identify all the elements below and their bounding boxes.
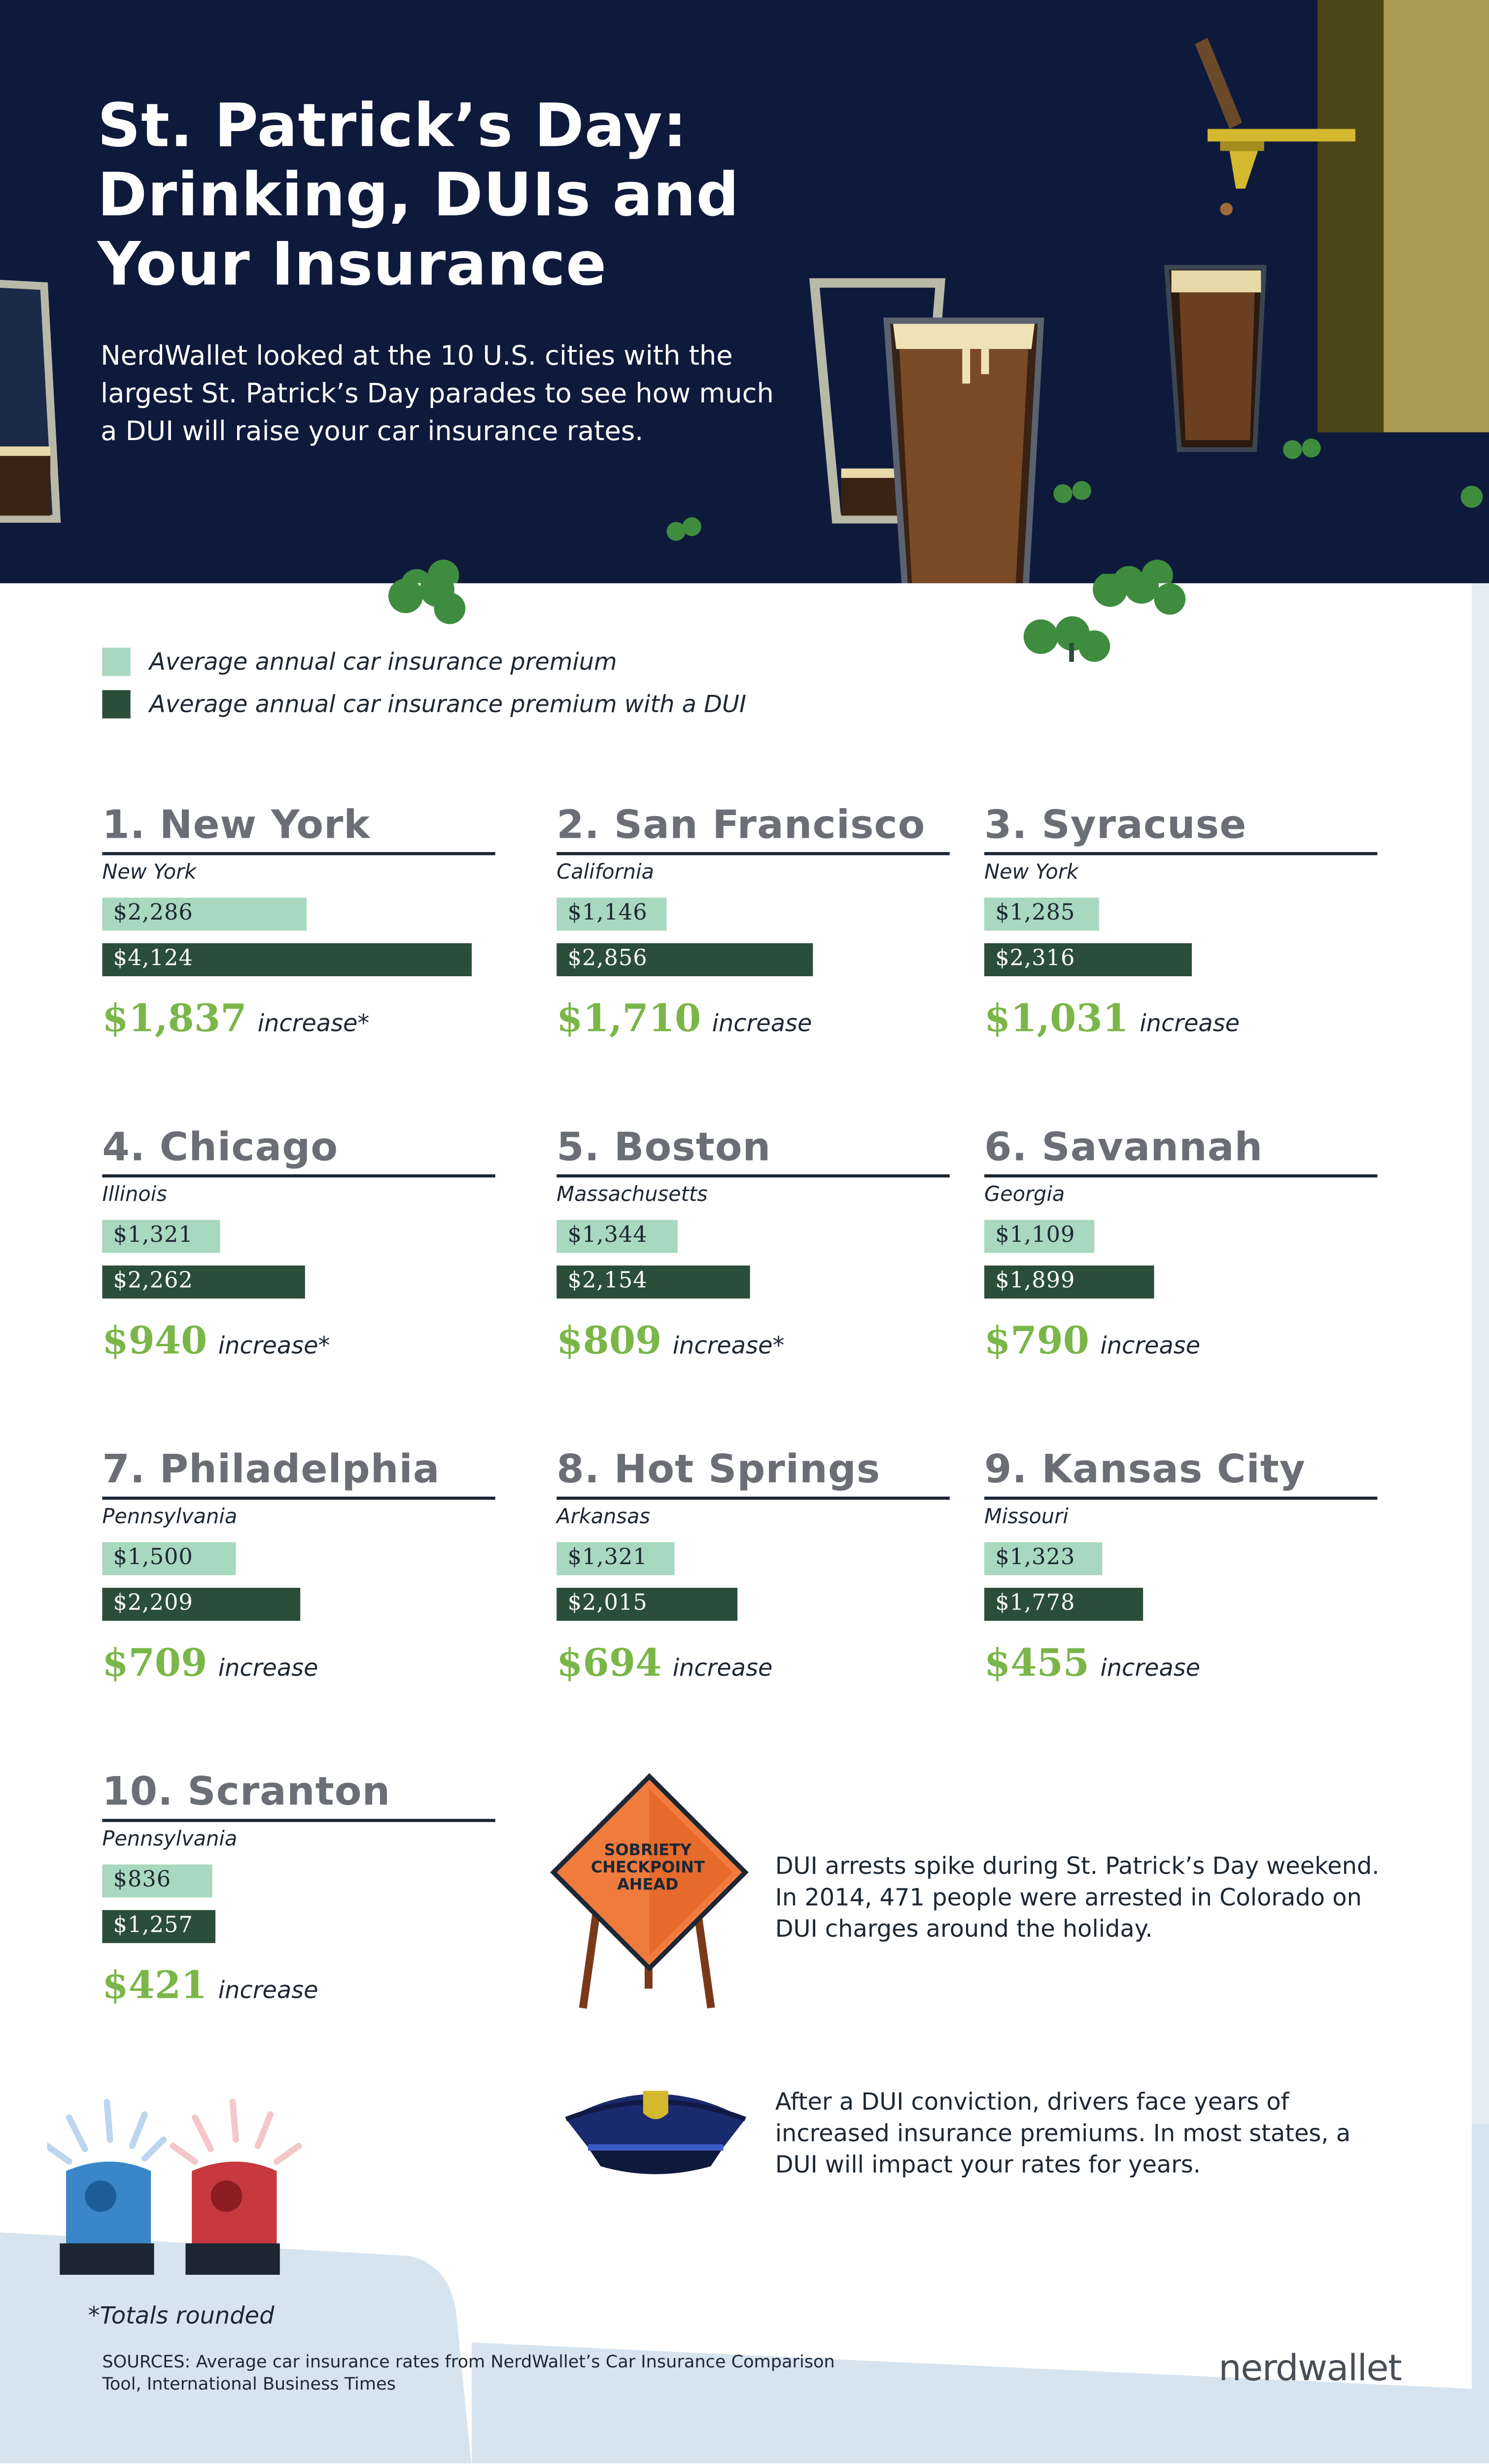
legend-swatch-premium (102, 647, 130, 675)
bar-premium-dui (556, 943, 812, 976)
right-edge-strip (1472, 583, 1489, 2124)
bar-premium (556, 898, 666, 931)
bar-premium-dui-label: $1,778 (995, 1591, 1075, 1616)
increase-row (556, 1317, 950, 1363)
legend (102, 640, 746, 724)
bar-premium (984, 1220, 1094, 1253)
bar-premium (984, 898, 1100, 931)
bar-premium-label: $1,321 (113, 1223, 193, 1248)
city-title: 2. San Francisco (556, 801, 926, 848)
increase-value: $694 (556, 1640, 662, 1685)
bar-premium-dui (102, 1588, 300, 1621)
bar-premium (984, 1542, 1103, 1575)
city-block (556, 1446, 950, 1713)
increase-row (556, 1640, 950, 1685)
bar-premium-dui (984, 943, 1192, 976)
page-title: St. Patrick’s Day: Drinking, DUIs and Your Insurance (97, 91, 740, 299)
bar-premium-label: $1,344 (567, 1223, 648, 1248)
city-divider (984, 1497, 1378, 1500)
bar-premium-dui (102, 943, 472, 976)
city-block (102, 1769, 495, 2036)
bar-premium-dui (556, 1588, 737, 1621)
city-title: 6. Savannah (984, 1124, 1263, 1170)
increase-word: increase* (257, 1009, 370, 1038)
bar-premium (556, 1220, 677, 1253)
bar-premium-dui (984, 1266, 1154, 1299)
bar-premium-dui-label: $1,257 (113, 1913, 193, 1939)
increase-word: increase* (672, 1331, 785, 1360)
city-state: Pennsylvania (102, 1828, 238, 1852)
bar-premium-label: $2,286 (113, 900, 193, 926)
city-block (556, 1124, 950, 1391)
big-beer-glass-icon (887, 321, 1050, 583)
bar-premium (102, 898, 307, 931)
fact-dui-arrests: DUI arrests spike during St. Patrick’s Day weekend. In 2014, 471 people were arrested in Colorado on DUI charges around the holiday. (775, 1851, 1380, 1943)
left-glass-icon (0, 283, 57, 519)
city-block (984, 802, 1378, 1069)
city-title: 10. Scranton (102, 1768, 391, 1814)
city-divider (984, 852, 1378, 855)
legend-label: Average annual car insurance premium (149, 647, 617, 676)
bar-premium-dui-label: $2,209 (113, 1591, 193, 1616)
city-state: New York (984, 861, 1078, 886)
bar-premium-label: $1,285 (995, 900, 1075, 926)
increase-value: $455 (984, 1640, 1090, 1685)
increase-word: increase (218, 1976, 318, 2005)
intro-text: NerdWallet looked at the 10 U.S. cities with the largest St. Patrick’s Day parades to see how much a DUI will raise your car insurance rates. (101, 341, 774, 448)
increase-word: increase (712, 1009, 812, 1038)
city-block (556, 802, 950, 1069)
bar-premium-label: $1,146 (567, 900, 648, 926)
city-state: New York (102, 861, 197, 886)
fact-dui-conviction: After a DUI conviction, drivers face years of increased insurance premiums. In most states, a DUI will impact your rates for years. (775, 2088, 1351, 2179)
city-block (984, 1124, 1378, 1391)
increase-row (984, 995, 1378, 1041)
city-divider (556, 1174, 950, 1177)
legend-swatch-premium-dui (102, 689, 130, 718)
legend-label: Average annual car insurance premium with a DUI (149, 689, 747, 718)
increase-word: increase (1140, 1009, 1240, 1038)
increase-value: $421 (102, 1962, 208, 2008)
increase-row (984, 1317, 1378, 1363)
bar-premium-dui (102, 1266, 305, 1299)
bar-premium-dui-label: $2,856 (567, 946, 648, 972)
increase-word: increase* (218, 1331, 330, 1360)
bar-premium-label: $836 (113, 1867, 172, 1893)
siren-lights-icon (47, 2099, 314, 2288)
city-state: Pennsylvania (102, 1506, 238, 1530)
city-divider (102, 1497, 495, 1500)
bar-premium-dui (102, 1910, 214, 1943)
bar-premium-label: $1,323 (995, 1545, 1075, 1571)
city-block (102, 802, 495, 1069)
footnote: *Totals rounded (88, 2301, 275, 2330)
city-state: Missouri (984, 1506, 1069, 1530)
city-title: 5. Boston (556, 1124, 771, 1170)
increase-value: $709 (102, 1640, 208, 1685)
increase-row (102, 1317, 495, 1363)
legend-item-premium-dui (102, 682, 746, 724)
increase-word: increase (672, 1653, 773, 1682)
header-banner (0, 0, 1489, 583)
city-divider (102, 1819, 495, 1822)
increase-row (102, 1640, 495, 1685)
city-state: Arkansas (556, 1506, 651, 1530)
bar-premium-dui-label: $2,154 (567, 1268, 648, 1294)
increase-word: increase (1100, 1331, 1201, 1360)
small-beer-glass-icon (1167, 267, 1264, 449)
bar-premium-dui-label: $4,124 (113, 946, 193, 972)
increase-value: $1,031 (984, 995, 1129, 1041)
city-title: 9. Kansas City (984, 1446, 1306, 1492)
increase-row (102, 995, 495, 1041)
legend-item-premium (102, 640, 746, 682)
bar-premium-label: $1,500 (113, 1545, 193, 1571)
bar-premium-label: $1,321 (567, 1545, 648, 1571)
bar-premium (102, 1864, 212, 1897)
increase-word: increase (218, 1653, 318, 1682)
bar-premium-dui-label: $2,015 (567, 1591, 648, 1616)
city-title: 1. New York (102, 801, 371, 848)
bar-premium-label: $1,109 (995, 1223, 1075, 1248)
city-divider (556, 852, 950, 855)
city-title: 3. Syracuse (984, 801, 1247, 848)
increase-value: $790 (984, 1317, 1090, 1363)
increase-value: $809 (556, 1317, 662, 1363)
increase-value: $1,710 (556, 995, 701, 1041)
increase-word: increase (1100, 1653, 1201, 1682)
increase-row (556, 995, 950, 1041)
bar-premium-dui (556, 1266, 750, 1299)
sources-text: SOURCES: Average car insurance rates from NerdWallet’s Car Insurance Comparison Tool, International Business Times (102, 2352, 835, 2395)
city-state: Illinois (102, 1184, 167, 1207)
bar-premium-dui-label: $1,899 (995, 1268, 1075, 1294)
city-block (102, 1446, 495, 1713)
city-title: 8. Hot Springs (556, 1446, 881, 1492)
city-divider (102, 1174, 495, 1177)
bar-premium (102, 1220, 220, 1253)
sign-text: SOBRIETY CHECKPOINT AHEAD (590, 1842, 705, 1895)
city-divider (984, 1174, 1378, 1177)
city-divider (556, 1497, 950, 1500)
city-block (102, 1124, 495, 1391)
city-state: Massachusetts (556, 1184, 708, 1207)
bar-premium-dui-label: $2,316 (995, 946, 1075, 972)
city-state: Georgia (984, 1184, 1065, 1207)
city-divider (102, 852, 495, 855)
brand-logo: nerdwallet (1218, 2348, 1402, 2390)
bar-premium (556, 1542, 675, 1575)
city-title: 4. Chicago (102, 1124, 339, 1170)
increase-row (102, 1962, 495, 2008)
city-state: California (556, 861, 654, 886)
increase-value: $940 (102, 1317, 208, 1363)
bar-premium-dui-label: $2,262 (113, 1268, 193, 1294)
city-block (984, 1446, 1378, 1713)
bar-premium (102, 1542, 237, 1575)
bar-premium-dui (984, 1588, 1143, 1621)
increase-value: $1,837 (102, 995, 247, 1041)
city-title: 7. Philadelphia (102, 1446, 440, 1492)
increase-row (984, 1640, 1378, 1685)
